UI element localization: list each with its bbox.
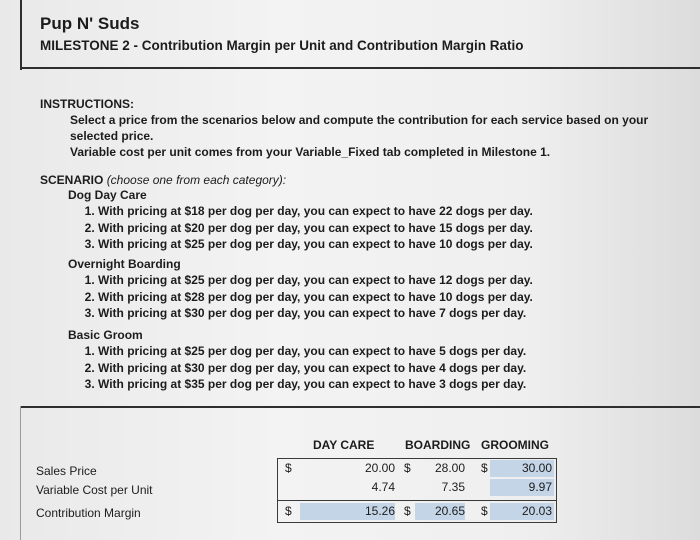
cell-margin-boarding: 20.65 — [415, 503, 465, 520]
scenario-option: 1. With pricing at $25 per dog per day, you can expect to have 12 dogs per day. — [98, 272, 533, 289]
currency-sign: $ — [285, 461, 292, 475]
instructions-body — [70, 112, 690, 160]
cell-margin-daycare: 15.26 — [300, 503, 395, 520]
row-label-sales-price: Sales Price — [36, 464, 97, 478]
instructions-line: Select a price from the scenarios below and compute the contribution for each service based on your selected price. — [70, 113, 649, 143]
header — [20, 0, 700, 70]
table-grid-line — [277, 500, 557, 501]
col-header-day-care: DAY CARE — [313, 438, 375, 452]
category-overnight-boarding: Overnight Boarding — [68, 257, 181, 271]
currency-sign: $ — [285, 504, 292, 518]
currency-sign: $ — [481, 461, 488, 475]
instructions-line: Variable cost per unit comes from your Variable_Fixed tab completed in Milestone 1. — [70, 145, 551, 159]
scenario-option: 3. With pricing at $25 per dog per day, you can expect to have 10 dogs per day. — [98, 236, 533, 253]
contribution-table — [0, 410, 700, 540]
cell-sales-daycare: 20.00 — [364, 461, 395, 475]
scenario-option: 2. With pricing at $28 per dog per day, you can expect to have 10 dogs per day. — [98, 289, 533, 306]
category-basic-groom: Basic Groom — [68, 328, 143, 342]
options-basic-groom — [80, 343, 526, 393]
currency-sign: $ — [404, 504, 411, 518]
scenario-option: 3. With pricing at $35 per dog per day, you can expect to have 3 dogs per day. — [98, 376, 526, 393]
col-header-boarding: BOARDING — [405, 438, 471, 452]
table-grid-line — [277, 458, 278, 523]
scenario-heading-note: (choose one from each category): — [106, 173, 287, 187]
instructions-heading: INSTRUCTIONS: — [40, 97, 134, 111]
row-label-contribution-margin: Contribution Margin — [36, 506, 141, 520]
cell-varcost-daycare: 4.74 — [371, 480, 395, 494]
cell-varcost-boarding: 7.35 — [441, 480, 465, 494]
category-dog-day-care: Dog Day Care — [68, 188, 147, 202]
scenario-option: 1. With pricing at $18 per dog per day, you can expect to have 22 dogs per day. — [98, 203, 533, 220]
header-left-border — [20, 0, 22, 70]
options-overnight-boarding — [80, 272, 533, 322]
cell-sales-boarding: 28.00 — [434, 461, 465, 475]
table-grid-line — [556, 458, 557, 523]
col-header-grooming: GROOMING — [481, 438, 549, 452]
scenario-option: 2. With pricing at $20 per dog per day, you can expect to have 15 dogs per day. — [98, 220, 533, 237]
cell-margin-grooming: 20.03 — [490, 503, 554, 520]
cell-sales-grooming: 30.00 — [490, 460, 554, 477]
scenario-option: 1. With pricing at $25 per dog per day, you can expect to have 5 dogs per day. — [98, 343, 526, 360]
currency-sign: $ — [404, 461, 411, 475]
currency-sign: $ — [481, 504, 488, 518]
table-grid-line — [277, 458, 557, 459]
scenario-heading — [40, 172, 286, 188]
row-label-variable-cost: Variable Cost per Unit — [36, 483, 153, 497]
page-title: Pup N' Suds — [40, 14, 140, 33]
cell-varcost-grooming: 9.97 — [490, 479, 554, 496]
page-subtitle: MILESTONE 2 - Contribution Margin per Unit and Contribution Margin Ratio — [40, 38, 524, 53]
header-divider — [20, 67, 700, 69]
options-dog-day-care — [80, 203, 533, 253]
scenario-option: 3. With pricing at $30 per dog per day, you can expect to have 7 dogs per day. — [98, 305, 533, 322]
scenario-option: 2. With pricing at $30 per dog per day, you can expect to have 4 dogs per day. — [98, 360, 526, 377]
scenario-heading-label: SCENARIO — [40, 173, 104, 187]
table-grid-line — [277, 522, 557, 523]
table-divider — [20, 406, 700, 408]
